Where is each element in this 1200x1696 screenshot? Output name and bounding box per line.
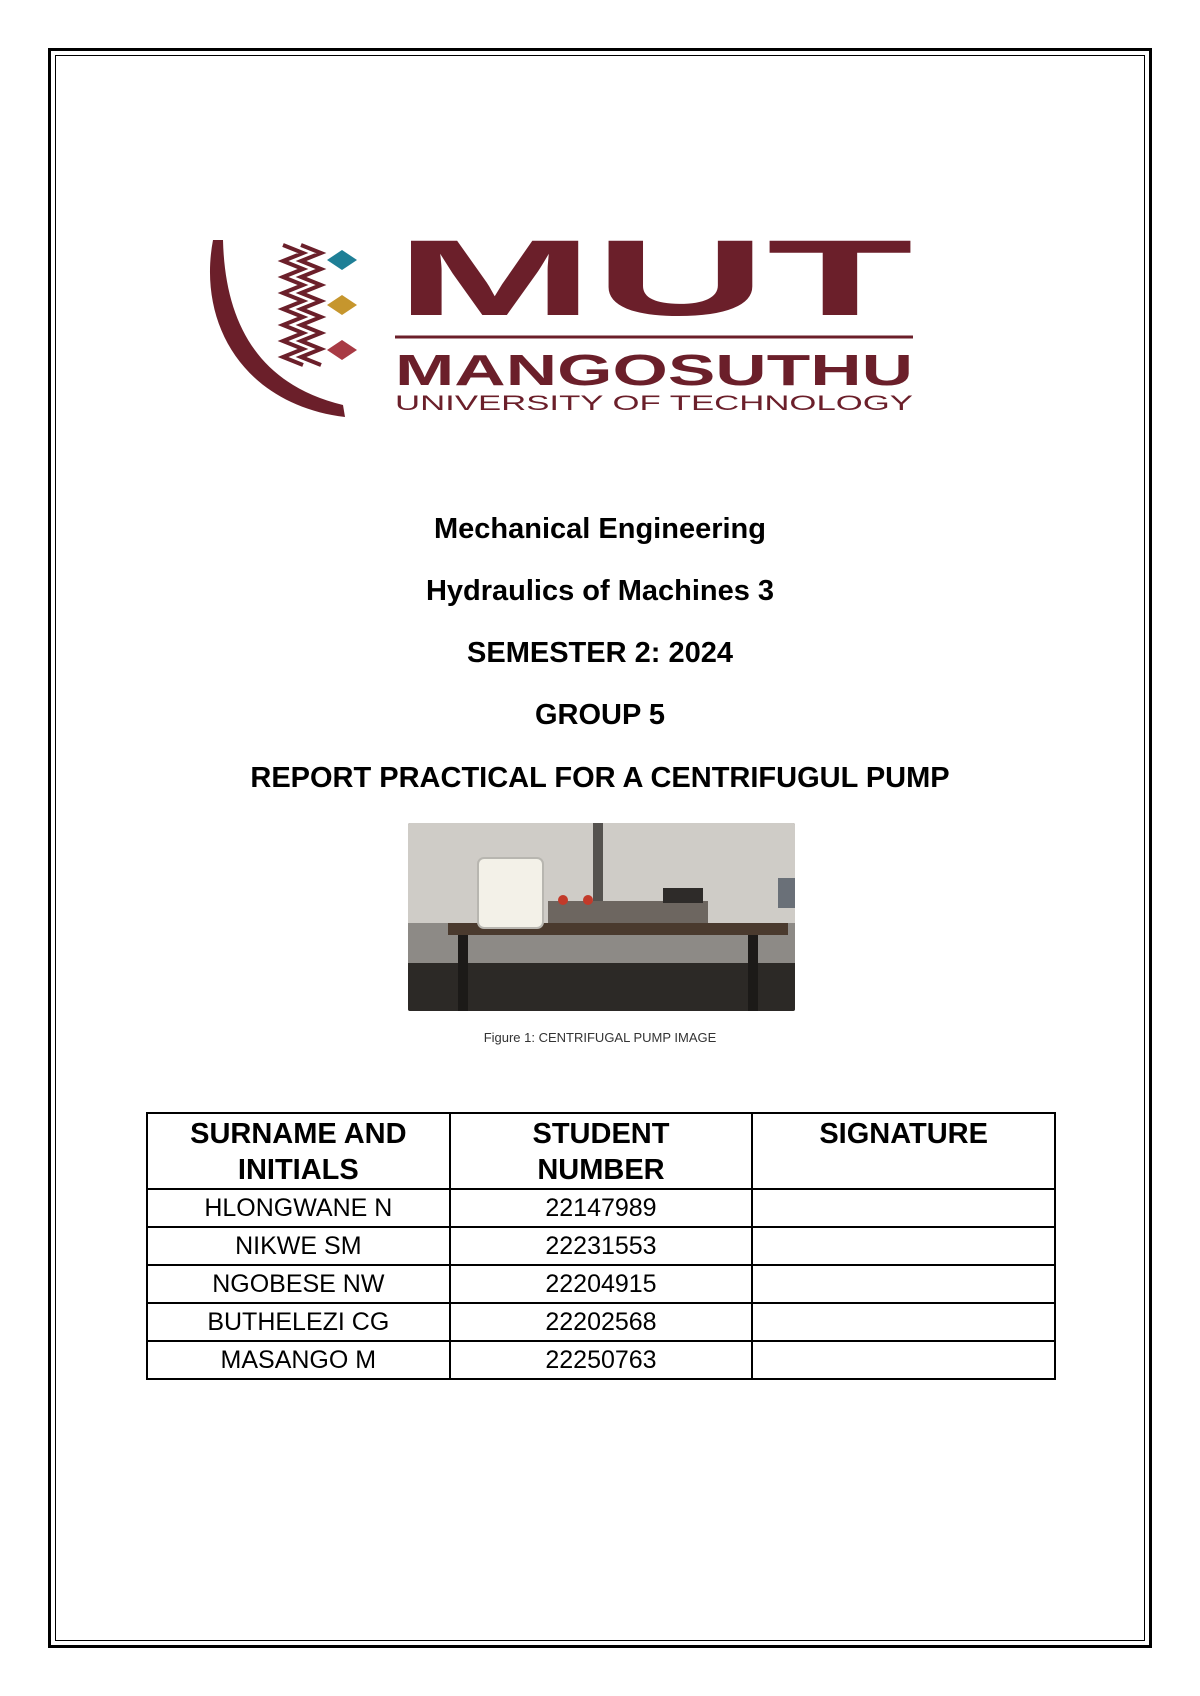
name-column-header (147, 1113, 450, 1189)
signature-cell (752, 1265, 1055, 1303)
university-logo (205, 235, 995, 445)
name-header-line2: INITIALS (237, 1154, 359, 1186)
student-name: NIKWE SM (147, 1227, 450, 1265)
course-title: Hydraulics of Machines 3 (425, 575, 775, 607)
svg-text:MUT: MUT (395, 235, 913, 338)
student-number: 22231553 (450, 1227, 753, 1265)
student-name: MASANGO M (147, 1341, 450, 1379)
table-row (147, 1265, 1055, 1303)
table-row (147, 1227, 1055, 1265)
student-table (146, 1112, 1056, 1380)
student-number: 22202568 (450, 1303, 753, 1341)
figure-caption: Figure 1: CENTRIFUGAL PUMP IMAGE (483, 1030, 717, 1045)
signature-cell (752, 1227, 1055, 1265)
report-title: REPORT PRACTICAL FOR A CENTRIFUGUL PUMP (250, 762, 950, 794)
pump-photo (408, 823, 795, 1011)
number-header-line1: STUDENT (532, 1118, 670, 1150)
signature-cell (752, 1189, 1055, 1227)
name-header-line1: SURNAME AND (190, 1118, 407, 1150)
department-title: Mechanical Engineering (434, 513, 766, 545)
group-title: GROUP 5 (534, 699, 665, 731)
table-row (147, 1341, 1055, 1379)
semester-title: SEMESTER 2: 2024 (467, 637, 733, 669)
student-number: 22204915 (450, 1265, 753, 1303)
table-header-row (147, 1113, 1055, 1189)
student-number: 22147989 (450, 1189, 753, 1227)
svg-text:UNIVERSITY OF TECHNOLOGY: UNIVERSITY OF TECHNOLOGY (395, 392, 913, 415)
table-row (147, 1303, 1055, 1341)
svg-text:MANGOSUTHU: MANGOSUTHU (395, 346, 913, 395)
number-header-line2: NUMBER (537, 1154, 665, 1186)
student-number: 22250763 (450, 1341, 753, 1379)
student-name: NGOBESE NW (147, 1265, 450, 1303)
number-column-header (450, 1113, 753, 1189)
signature-cell (752, 1341, 1055, 1379)
signature-cell (752, 1303, 1055, 1341)
student-name: BUTHELEZI CG (147, 1303, 450, 1341)
signature-column-header: SIGNATURE (752, 1113, 1055, 1189)
table-row (147, 1189, 1055, 1227)
student-name: HLONGWANE N (147, 1189, 450, 1227)
